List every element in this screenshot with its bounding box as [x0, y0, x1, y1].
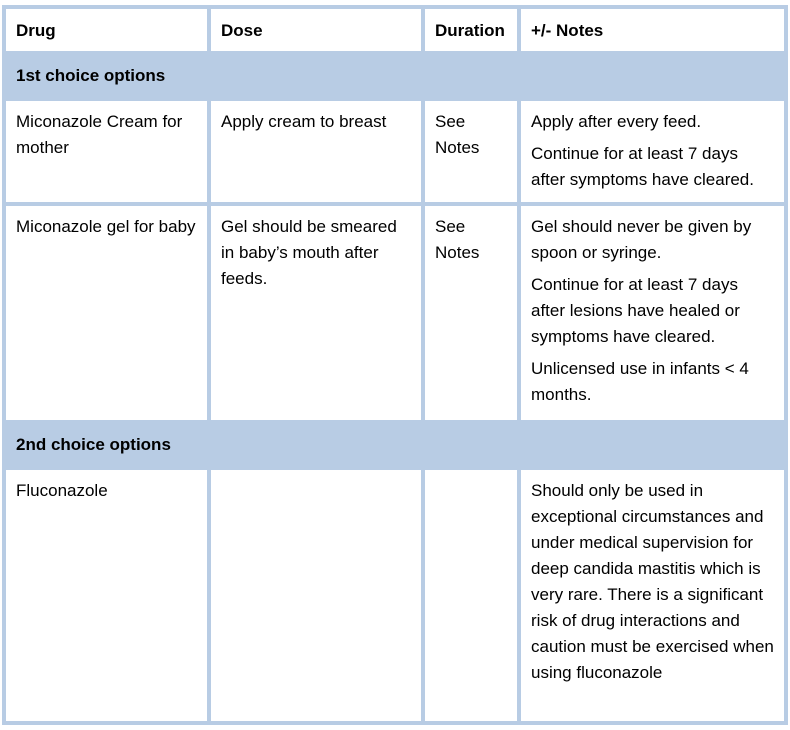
note-paragraph: Gel should never be given by spoon or syringe. — [531, 217, 752, 262]
header-row — [4, 7, 786, 53]
table-row — [4, 204, 786, 422]
header-duration: Duration — [423, 7, 519, 53]
duration-cell: See Notes — [423, 99, 519, 204]
dose-cell: Apply cream to breast — [209, 99, 423, 204]
note-paragraph: Apply after every feed. — [531, 112, 702, 131]
section-title: 2nd choice options — [4, 422, 786, 468]
drug-cell: Miconazole Cream for mother — [4, 99, 209, 204]
drug-table — [2, 5, 788, 725]
notes-cell — [519, 468, 786, 723]
notes-cell — [519, 99, 786, 204]
notes-cell — [519, 204, 786, 422]
dose-cell — [209, 468, 423, 723]
section-row-second-choice — [4, 422, 786, 468]
header-drug: Drug — [4, 7, 209, 53]
header-dose: Dose — [209, 7, 423, 53]
note-paragraph: Should only be used in exceptional circumstances and under medical supervision for deep candida mastitis which is very rare. There is a significant risk of drug interactions and caution must be exercised when using fluconazole — [531, 481, 774, 682]
drug-cell: Miconazole gel for baby — [4, 204, 209, 422]
note-paragraph: Unlicensed use in infants < 4 months. — [531, 359, 749, 404]
duration-cell — [423, 468, 519, 723]
drug-cell: Fluconazole — [4, 468, 209, 723]
table-row — [4, 468, 786, 723]
section-row-first-choice — [4, 53, 786, 99]
section-title: 1st choice options — [4, 53, 786, 99]
dose-cell: Gel should be smeared in baby’s mouth after feeds. — [209, 204, 423, 422]
table-row — [4, 99, 786, 204]
duration-cell: See Notes — [423, 204, 519, 422]
header-notes: +/- Notes — [519, 7, 786, 53]
note-paragraph: Continue for at least 7 days after lesions have healed or symptoms have cleared. — [531, 275, 740, 346]
note-paragraph: Continue for at least 7 days after symptoms have cleared. — [531, 144, 754, 189]
